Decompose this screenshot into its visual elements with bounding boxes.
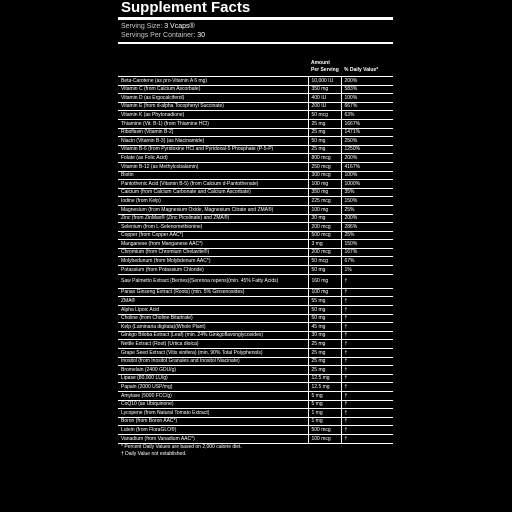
daily-value: 4167%: [341, 162, 393, 171]
amount-value: 25 mg: [308, 357, 341, 366]
daily-value: †: [341, 366, 393, 375]
daily-value: †: [341, 391, 393, 400]
daily-value: †: [341, 323, 393, 332]
nutrient-name: Iodine (from Kelp): [118, 197, 308, 206]
table-row: [118, 197, 393, 206]
table-row: [118, 102, 393, 111]
table-row: [118, 205, 393, 214]
amount-value: 350 mg: [308, 85, 341, 94]
amount-value: 45 mg: [308, 323, 341, 332]
nutrient-name: Grape Seed Extract (Vitis vinifera) (min. 90% Total Polyphenols): [118, 349, 308, 358]
amount-value: 50 mcg: [308, 257, 341, 266]
daily-value: 250%: [341, 137, 393, 146]
amount-value: 300 mcg: [308, 171, 341, 180]
amount-value: 25 mg: [308, 119, 341, 128]
table-row: [118, 180, 393, 189]
amount-value: 25 mg: [308, 145, 341, 154]
table-row: [118, 137, 393, 146]
nutrient-name: Vanadium (from Vanadium AAC*): [118, 434, 308, 442]
nutrient-name: Magnesium (from Magnesium Oxide, Magnesium Citrate and ZMA®): [118, 205, 308, 214]
amount-value: 350 mg: [308, 188, 341, 197]
nutrient-name: CoQ10 (as Ubiquinone): [118, 400, 308, 409]
amount-value: 200 mcg: [308, 248, 341, 257]
daily-value: 200%: [341, 154, 393, 163]
nutrient-name: Chromium (from Chromium Chelavite®): [118, 248, 308, 257]
nutrient-name: Niacin (Vitamin B-3) (as Niacinamide): [118, 137, 308, 146]
daily-value: 1667%: [341, 119, 393, 128]
daily-value: †: [341, 409, 393, 418]
table-row: [118, 417, 393, 426]
daily-value: 25%: [341, 205, 393, 214]
daily-value: †: [341, 374, 393, 383]
amount-value: 10,000 IU: [308, 77, 341, 86]
amount-value: 250 mcg: [308, 162, 341, 171]
nutrient-name: Molybedunum (from Molybdenum AAC*): [118, 257, 308, 266]
table-row: [118, 162, 393, 171]
table-row: [118, 257, 393, 266]
daily-value: †: [341, 297, 393, 306]
table-row: [118, 111, 393, 120]
table-row: [118, 357, 393, 366]
amount-value: 3 mg: [308, 240, 341, 249]
amount-value: 100 mcg: [308, 434, 341, 442]
daily-value: †: [341, 314, 393, 323]
nutrient-name: Inositol (from Inositol Granules and Inositol Niacinate): [118, 357, 308, 366]
nutrient-name: Vitamin E (from d-alpha Tocopheryl Succinate): [118, 102, 308, 111]
daily-value: †: [341, 349, 393, 358]
table-row: [118, 77, 393, 86]
amount-value: 30 mg: [308, 331, 341, 340]
nutrient-name: Selenium (from L-Selenomethionine): [118, 223, 308, 232]
amount-value: 25 mg: [308, 340, 341, 349]
daily-value: 286%: [341, 223, 393, 232]
amount-value: 225 mcg: [308, 197, 341, 206]
daily-value: 150%: [341, 240, 393, 249]
amount-value: 500 mcg: [308, 426, 341, 435]
header-daily-value: % Daily Value*: [344, 67, 379, 73]
nutrient-name: Pantothenic Acid (Vitamin B-5) (from Calcium d-Pantothenate): [118, 180, 308, 189]
table-row: [118, 145, 393, 154]
serving-size-value: 3 Vcaps®: [164, 23, 195, 30]
nutrient-name: Vitamin B-12 (as Methylcobalamin): [118, 162, 308, 171]
amount-value: 500 mcg: [308, 231, 341, 240]
daily-value: †: [341, 357, 393, 366]
amount-value: 30 mg: [308, 214, 341, 223]
amount-value: 1 mg: [308, 417, 341, 426]
daily-value: 150%: [341, 197, 393, 206]
nutrient-name: Lutein (from FloraGLO®): [118, 426, 308, 435]
table-row: [118, 128, 393, 137]
table-row: [118, 349, 393, 358]
servings-value: 30: [197, 32, 206, 39]
daily-value: 667%: [341, 102, 393, 111]
daily-value: 35%: [341, 188, 393, 197]
daily-value: 200%: [341, 214, 393, 223]
amount-value: 200 IU: [308, 102, 341, 111]
footnote-not-established: † Daily Value not established.: [121, 450, 187, 457]
nutrient-name: Alpha Lipoic Acid: [118, 306, 308, 315]
daily-value: †: [341, 434, 393, 442]
nutrient-name: Potassium (from Potassium Chloride): [118, 266, 308, 275]
table-row: [118, 240, 393, 249]
amount-value: 5 mg: [308, 400, 341, 409]
nutrient-name: Copper (from Copper AAC*): [118, 231, 308, 240]
amount-value: 12.5 mg: [308, 383, 341, 392]
nutrient-name: Lipase (80,000 LU/g): [118, 374, 308, 383]
amount-value: 1 mg: [308, 409, 341, 418]
amount-value: 50 mg: [308, 306, 341, 315]
amount-value: 160 mg: [308, 274, 341, 288]
nutrient-name: Ginkgo Biloba Extract (Leaf) (min. 24% Ginkgoflavonglycosides): [118, 331, 308, 340]
title-divider: [118, 17, 393, 20]
amount-value: 25 mg: [308, 349, 341, 358]
nutrient-name: Manganese (from Manganese AAC*): [118, 240, 308, 249]
supplement-facts-panel: [118, 0, 393, 512]
daily-value: †: [341, 383, 393, 392]
table-row: [118, 266, 393, 275]
table-row: [118, 409, 393, 418]
nutrient-name: Papain (2000 USP/mg): [118, 383, 308, 392]
nutrient-name: ZMA®: [118, 297, 308, 306]
nutrient-name: Thiamine (Vit. B-1) (from Thiamine HCl): [118, 119, 308, 128]
table-row: [118, 248, 393, 257]
daily-value: 167%: [341, 248, 393, 257]
table-row: [118, 223, 393, 232]
amount-value: 400 IU: [308, 94, 341, 103]
servings-label: Servings Per Container:: [121, 32, 196, 39]
daily-value: †: [341, 426, 393, 435]
table-row: [118, 400, 393, 409]
nutrient-name: Riboflavin (Vitamin B-2): [118, 128, 308, 137]
daily-value: †: [341, 306, 393, 315]
table-row: [118, 366, 393, 375]
header-blank: [118, 44, 308, 77]
table-row: [118, 297, 393, 306]
daily-value: †: [341, 274, 393, 288]
header-amount: Amount Per Serving: [311, 60, 339, 73]
servings-per-container: [118, 31, 393, 40]
nutrient-name: Kelp (Laminaria digitata)(Whole Plant): [118, 323, 308, 332]
nutrient-name: Lycopene (from Natural Tomato Extract): [118, 409, 308, 418]
daily-value: 25%: [341, 231, 393, 240]
nutrient-name: Saw Palmetto Extract (Berries)(Serenoa repens)(min. 45% Fatty Acids): [118, 274, 308, 288]
daily-value: †: [341, 400, 393, 409]
amount-value: 100 mg: [308, 288, 341, 297]
amount-value: 5 mg: [308, 391, 341, 400]
table-row: [118, 119, 393, 128]
table-row: [118, 314, 393, 323]
amount-value: 50 mg: [308, 137, 341, 146]
table-row: [118, 383, 393, 392]
daily-value: 1250%: [341, 145, 393, 154]
table-row: [118, 85, 393, 94]
nutrient-name: Biotin: [118, 171, 308, 180]
daily-value: 100%: [341, 171, 393, 180]
panel-title: Supplement Facts: [121, 0, 251, 16]
table-row: [118, 214, 393, 223]
table-row: [118, 154, 393, 163]
nutrient-name: Zinc (from ZinMax® (Zinc Picolinate) and ZMA®): [118, 214, 308, 223]
amount-value: 55 mg: [308, 297, 341, 306]
nutrient-name: Amylase (5000 FCC/g): [118, 391, 308, 400]
footnote-daily-values: * Percent Daily Values are based on 2,000 calorie diet.: [118, 443, 393, 451]
nutrient-name: Nettle Extract (Root) (Urtica dioica): [118, 340, 308, 349]
daily-value: †: [341, 340, 393, 349]
table-row: [118, 188, 393, 197]
amount-value: 12.5 mg: [308, 374, 341, 383]
table-row: [118, 391, 393, 400]
nutrient-name: Bromelain (2400 GDU/g): [118, 366, 308, 375]
amount-value: 50 mg: [308, 314, 341, 323]
nutrient-name: Calcium (from Calcium Carbonate and Calcium Ascorbate): [118, 188, 308, 197]
table-row: [118, 274, 393, 288]
daily-value: 1%: [341, 266, 393, 275]
daily-value: 1000%: [341, 180, 393, 189]
amount-value: 25 mg: [308, 366, 341, 375]
amount-value: 100 mg: [308, 205, 341, 214]
amount-value: 100 mg: [308, 180, 341, 189]
daily-value: 583%: [341, 85, 393, 94]
daily-value: †: [341, 331, 393, 340]
table-header: [118, 44, 393, 77]
daily-value: 67%: [341, 257, 393, 266]
table-row: [118, 231, 393, 240]
table-row: [118, 323, 393, 332]
serving-size-label: Serving Size:: [121, 23, 163, 30]
table-row: [118, 171, 393, 180]
table-row: [118, 331, 393, 340]
amount-value: 25 mg: [308, 128, 341, 137]
daily-value: 63%: [341, 111, 393, 120]
nutrient-name: Vitamin D (as Ergocalciferol): [118, 94, 308, 103]
table-row: [118, 374, 393, 383]
nutrient-name: Beta-Carotene (as pro-Vitamin A 6 mg): [118, 77, 308, 86]
amount-value: 50 mcg: [308, 111, 341, 120]
daily-value: †: [341, 288, 393, 297]
nutrient-name: Folate (as Folic Acid): [118, 154, 308, 163]
table-row: [118, 288, 393, 297]
daily-value: 100%: [341, 94, 393, 103]
nutrient-name: Panax Ginseng Extract (Roots) (min. 5% Ginsenosides): [118, 288, 308, 297]
nutrient-table: [118, 44, 393, 443]
nutrient-name: Boron (from Boron AAC*): [118, 417, 308, 426]
table-row: [118, 306, 393, 315]
table-row: [118, 434, 393, 442]
nutrient-name: Choline (from Choline Bitartrate): [118, 314, 308, 323]
nutrient-name: Vitamin C (from Calcium Ascorbate): [118, 85, 308, 94]
serving-size: [118, 22, 393, 31]
nutrient-name: Vitamin B-6 (from Pyridoxine HCl and Pyridoxal-5 Phosphate (P-5-P): [118, 145, 308, 154]
table-row: [118, 340, 393, 349]
amount-value: 50 mg: [308, 266, 341, 275]
table-row: [118, 94, 393, 103]
daily-value: †: [341, 417, 393, 426]
amount-value: 200 mcg: [308, 223, 341, 232]
daily-value: 200%: [341, 77, 393, 86]
amount-value: 800 mcg: [308, 154, 341, 163]
daily-value: 1471%: [341, 128, 393, 137]
table-row: [118, 426, 393, 435]
nutrient-name: Vitamin K (as Phytonadione): [118, 111, 308, 120]
